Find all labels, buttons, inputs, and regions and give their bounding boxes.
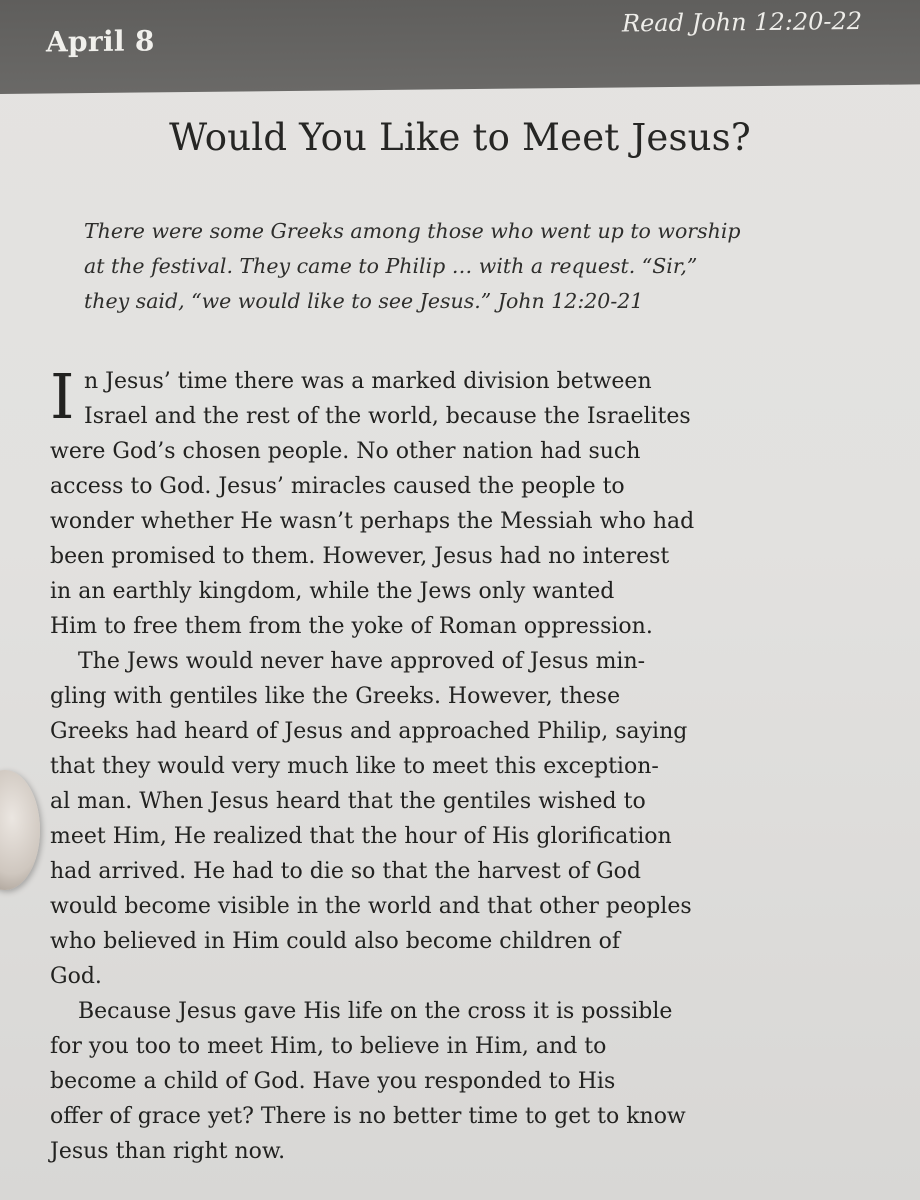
verse-line: they said, “we would like to see Jesus.” John 12:20-21 [84,289,644,313]
text-line: The Jews would never have approved of Jesus min- [78,649,646,674]
text-line: al man. When Jesus heard that the gentiles wished to [50,789,646,814]
header-bar [0,0,920,94]
text-line: gling with gentiles like the Greeks. However, these [50,684,621,709]
paragraph-1 [50,360,856,644]
text-line: would become visible in the world and that other peoples [50,894,692,919]
text-line: had arrived. He had to die so that the harvest of God [50,859,642,884]
text-line: n Jesus’ time there was a marked division between [84,369,652,394]
scripture-verse [84,214,844,319]
paragraph-2 [50,644,856,994]
verse-line: at the festival. They came to Philip … with a request. “Sir,” [84,254,698,278]
text-line: become a child of God. Have you responded to His [50,1069,616,1094]
text-line: been promised to them. However, Jesus had no interest [50,544,670,569]
header-reading-reference: Read John 12:20-22 [622,6,862,38]
text-line: Israel and the rest of the world, because the Israelites [84,404,691,429]
text-line: access to God. Jesus’ miracles caused the people to [50,474,625,499]
text-line: meet Him, He realized that the hour of His glorification [50,824,672,849]
text-line: Him to free them from the yoke of Roman oppression. [50,614,653,639]
header-date: April 8 [46,24,155,59]
verse-line: There were some Greeks among those who went up to worship [84,219,741,243]
text-line: in an earthly kingdom, while the Jews only wanted [50,579,615,604]
text-line: Greeks had heard of Jesus and approached Philip, saying [50,719,688,744]
text-line: who believed in Him could also become children of [50,929,621,954]
paragraph-3 [50,994,856,1169]
text-line: wonder whether He wasn’t perhaps the Messiah who had [50,509,695,534]
text-line: Because Jesus gave His life on the cross it is possible [78,999,673,1024]
text-line: God. [50,964,102,989]
text-line: Jesus than right now. [50,1139,286,1164]
body-text [50,360,856,1169]
drop-cap: I [50,360,75,433]
text-line: were God’s chosen people. No other nation had such [50,439,641,464]
text-line: for you too to meet Him, to believe in Him, and to [50,1034,607,1059]
text-line: that they would very much like to meet this exception- [50,754,659,779]
text-line: offer of grace yet? There is no better time to get to know [50,1104,686,1129]
page-title: Would You Like to Meet Jesus? [169,116,751,159]
thumb-holding-page [0,770,40,890]
